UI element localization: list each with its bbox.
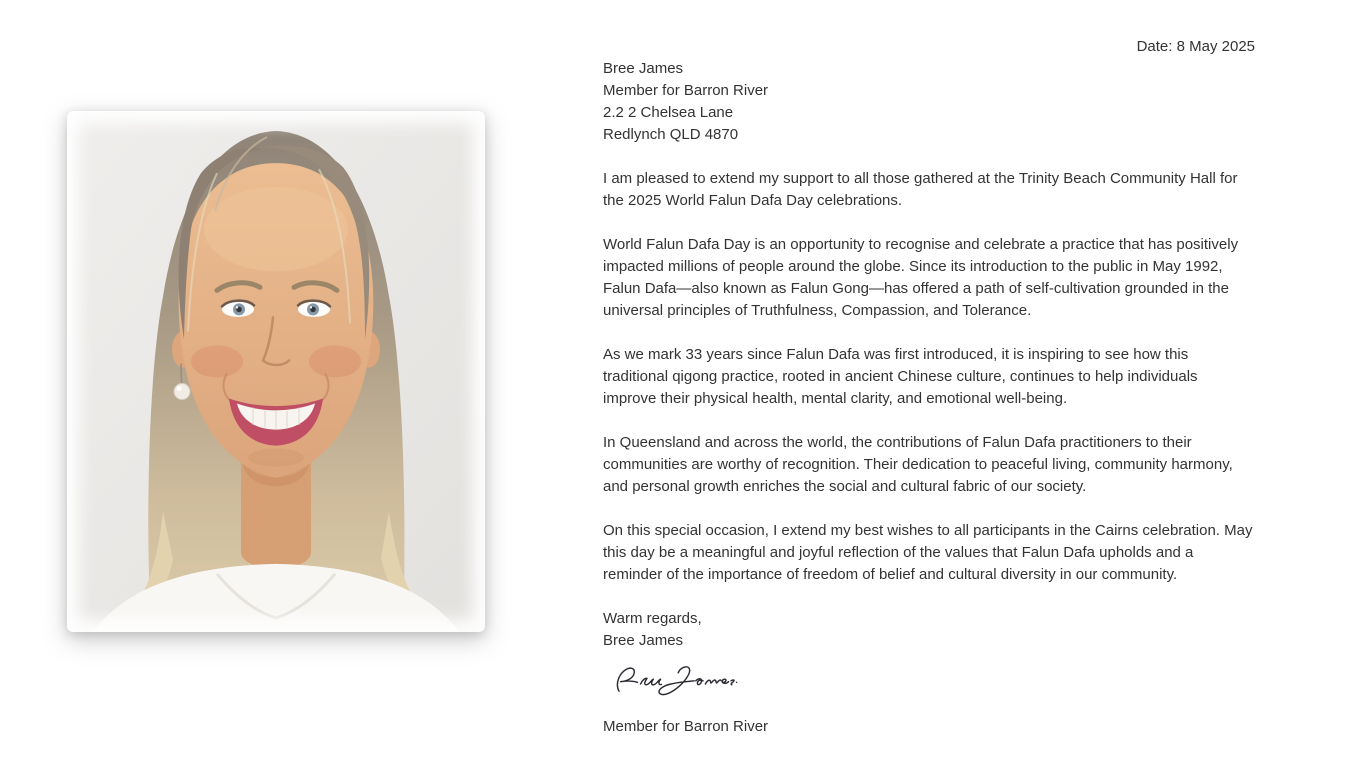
- letter-date: Date: 8 May 2025: [1136, 38, 1255, 55]
- sender-street: 2.2 2 Chelsea Lane: [603, 104, 734, 121]
- paragraph-5: On this special occasion, I extend my best wishes to all participants in the Cairns celebration. May this day be a meaningful and joyful reflection of the values that Falun Dafa upholds and a reminder of the importance of freedom of belief and cultural diversity in our community.: [603, 522, 1253, 583]
- paragraph-4: In Queensland and across the world, the contributions of Falun Dafa practitioners to their communities are worthy of recognition. Their dedication to peaceful living, community harmony, and personal growth enriches the social and cultural fabric of our society.: [603, 434, 1233, 495]
- letter-body: [603, 36, 1255, 738]
- portrait-photo: [67, 111, 485, 632]
- portrait-illustration: [67, 111, 485, 632]
- signatory-role: Member for Barron River: [603, 718, 769, 735]
- signature: [611, 658, 1255, 706]
- sender-suburb: Redlynch QLD 4870: [603, 126, 739, 143]
- closing-block: [603, 608, 1255, 652]
- paragraph-3: As we mark 33 years since Falun Dafa was first introduced, it is inspiring to see how this traditional qigong practice, rooted in ancient Chinese culture, continues to help individuals improve their physical health, mental clarity, and emotional well-being.: [603, 346, 1198, 407]
- sender-name: Bree James: [603, 60, 684, 77]
- paragraph-2: World Falun Dafa Day is an opportunity to recognise and celebrate a practice that has positively impacted millions of people around the globe. Since its introduction to the public in May 1992, Falun Dafa—also known as Falun Gong—has offered a path of self-cultivation grounded in the universal principles of Truthfulness, Compassion, and Tolerance.: [603, 236, 1239, 319]
- paragraph-1: I am pleased to extend my support to all those gathered at the Trinity Beach Community Hall for the 2025 World Falun Dafa Day celebrations.: [603, 170, 1238, 209]
- signature-handwriting: [611, 658, 739, 702]
- valediction: Warm regards,: [603, 610, 702, 627]
- sender-address-block: [603, 58, 1255, 146]
- sender-title: Member for Barron River: [603, 82, 769, 99]
- signatory-name: Bree James: [603, 632, 684, 649]
